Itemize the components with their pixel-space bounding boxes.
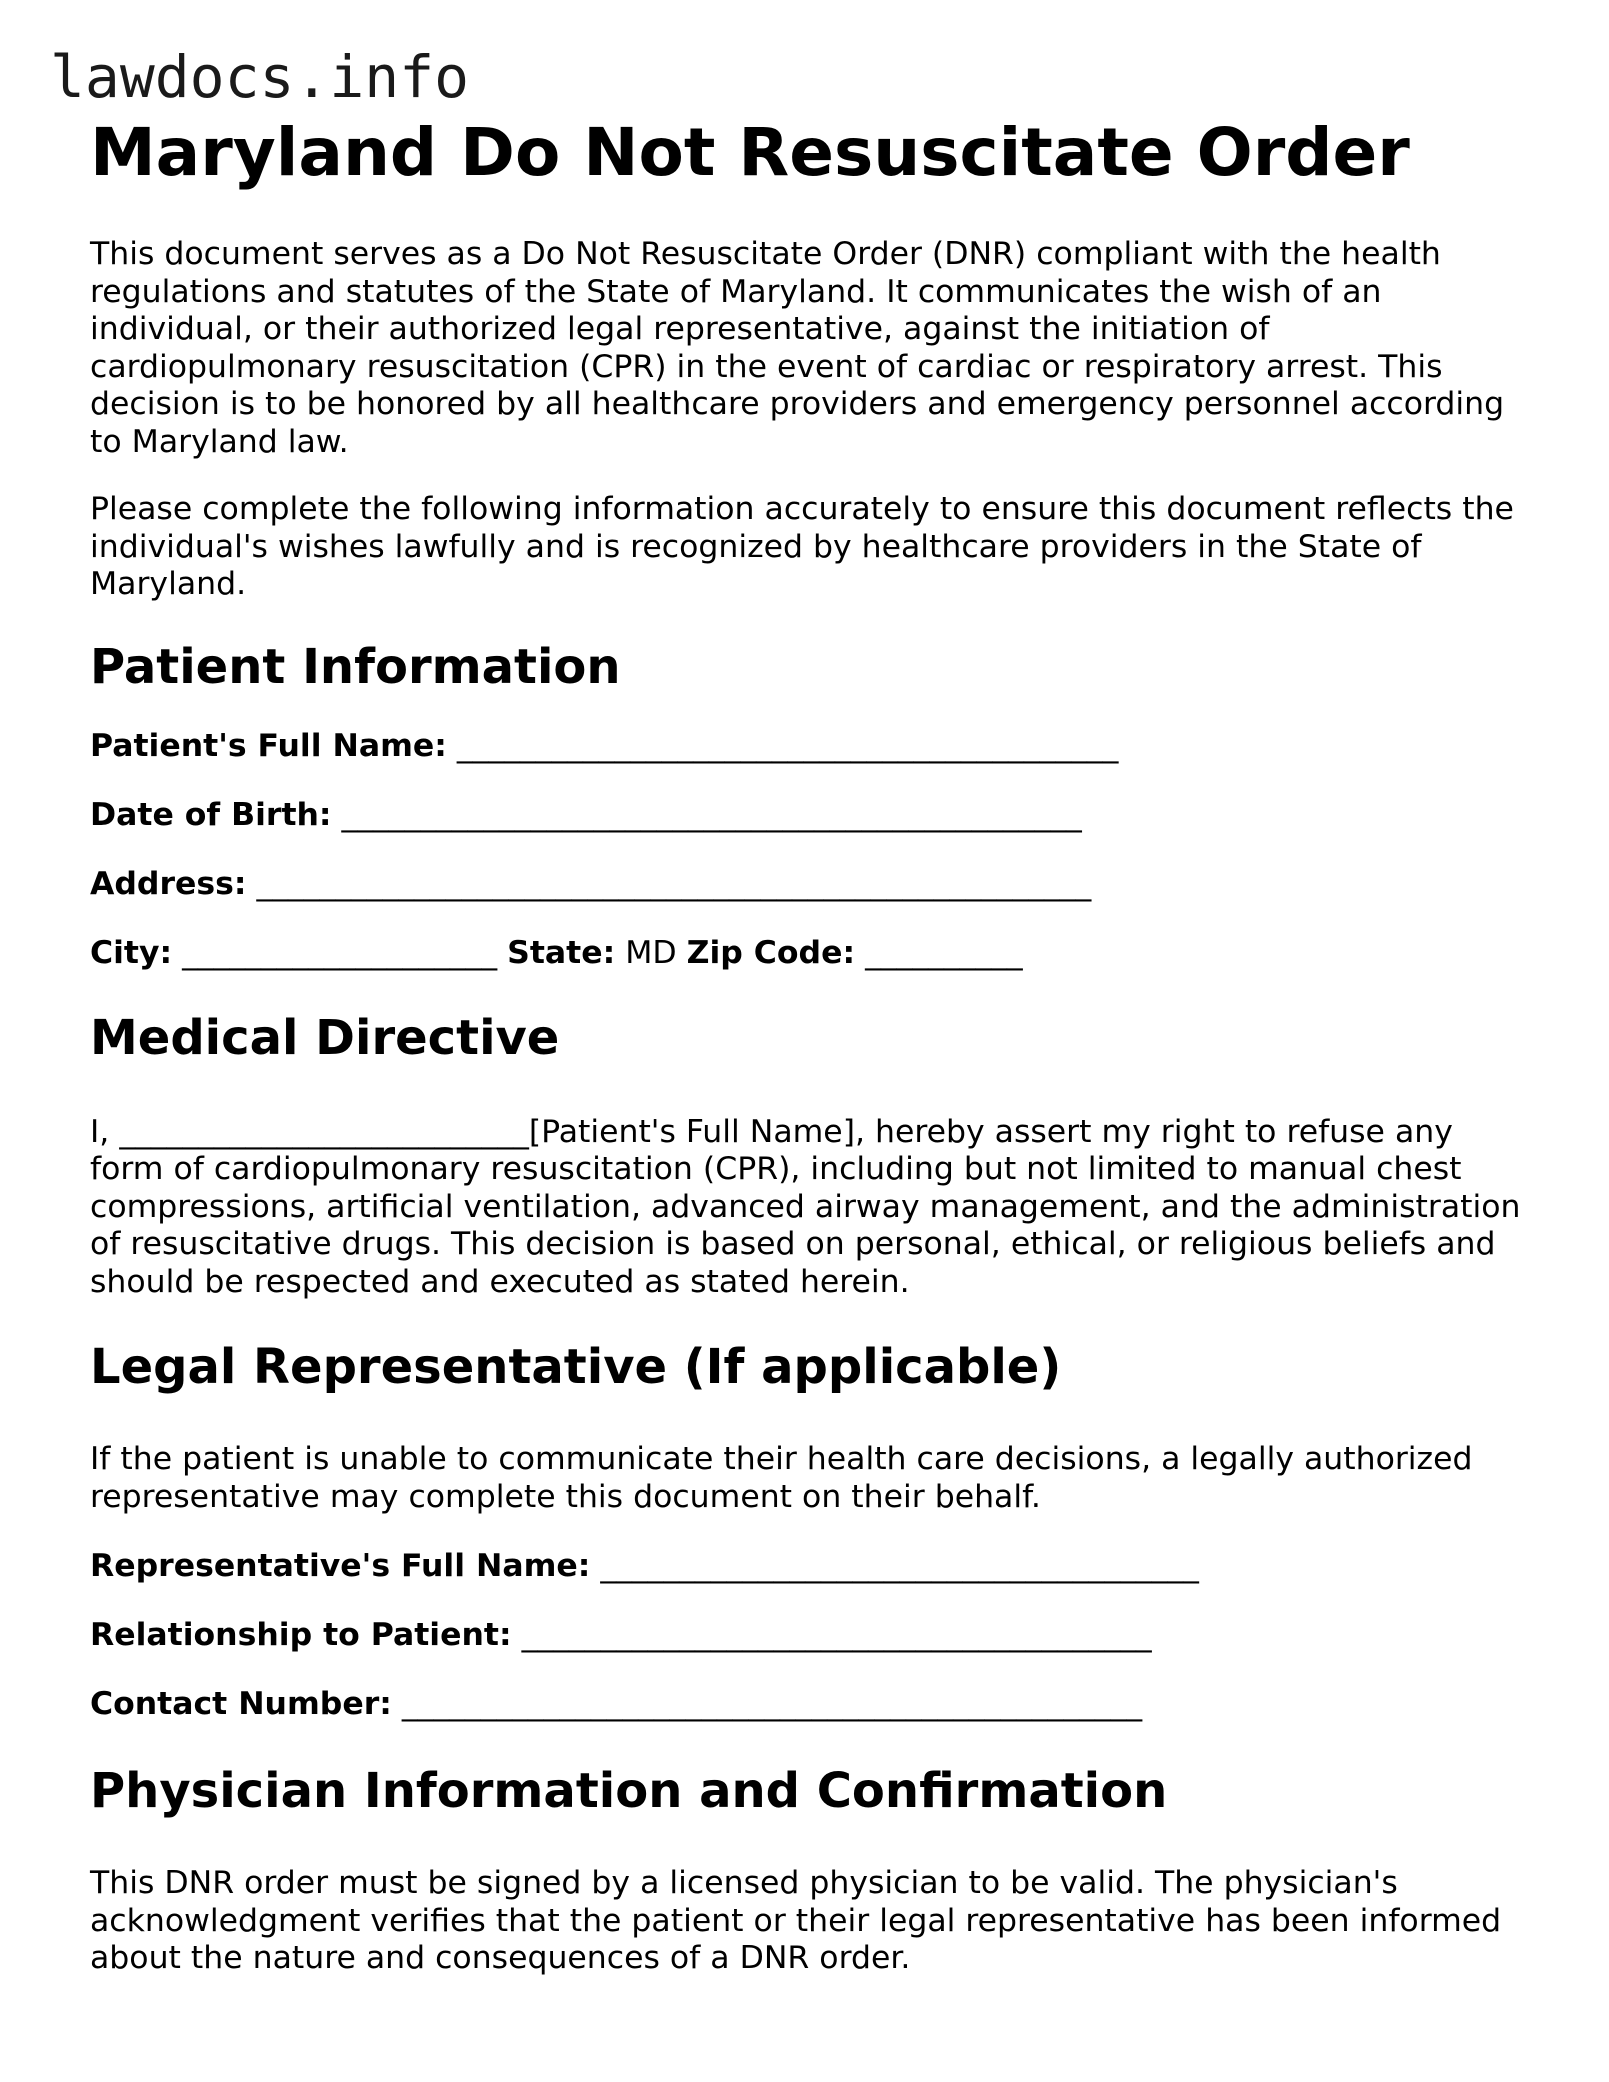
state-value: MD <box>625 934 677 971</box>
relationship-label: Relationship to Patient: <box>90 1617 512 1653</box>
zip-code-label: Zip Code: <box>686 934 856 971</box>
document-title: Maryland Do Not Resuscitate Order <box>90 114 1410 191</box>
city-label: City: <box>90 934 173 971</box>
representative-full-name-field <box>90 1548 1530 1585</box>
zip-code-blank[interactable]: __________ <box>865 934 1023 971</box>
representative-full-name-label: Representative's Full Name: <box>90 1548 591 1584</box>
medical-directive-paragraph <box>90 1114 1530 1302</box>
patient-full-name-blank[interactable]: __________________________________________ <box>456 727 1119 764</box>
legal-representative-paragraph: If the patient is unable to communicate their health care decisions, a legally authorized representative may complete this document on their behalf. <box>90 1441 1473 1515</box>
state-label: State: <box>507 934 616 971</box>
date-of-birth-label: Date of Birth: <box>90 796 332 833</box>
date-of-birth-blank[interactable]: _______________________________________________ <box>341 796 1082 833</box>
relationship-blank[interactable]: ________________________________________ <box>521 1617 1152 1653</box>
medical-directive-prefix: I, <box>90 1113 120 1150</box>
address-field <box>90 866 1530 903</box>
patient-information-heading: Patient Information <box>90 638 621 695</box>
address-label: Address: <box>90 865 247 902</box>
patient-full-name-field <box>90 728 1530 765</box>
representative-full-name-blank[interactable]: ______________________________________ <box>600 1548 1199 1584</box>
medical-directive-text: [Patient's Full Name], hereby assert my right to refuse any form of cardiopulmonary resuscitation (CPR), including but not limited to manual chest compressions, artificial ventilation, advanced airway management, and the administration of resuscitative drugs. This decision is based on personal, ethical, or religious beliefs and should be respected and executed as stated herein. <box>90 1113 1521 1300</box>
intro-paragraph-1: This document serves as a Do Not Resuscitate Order (DNR) compliant with the health regulations and statutes of the State of Maryland. It communicates the wish of an individual, or their authorized legal representative, against the initiation of cardiopulmonary resuscitation (CPR) in the event of cardiac or respiratory arrest. This decision is to be honored by all healthcare providers and emergency personnel according to Maryland law. <box>90 236 1505 460</box>
address-blank[interactable]: _____________________________________________________ <box>256 865 1092 902</box>
city-state-zip-field <box>90 935 1530 972</box>
patient-full-name-label: Patient's Full Name: <box>90 727 447 764</box>
relationship-field <box>90 1617 1530 1654</box>
intro-paragraph-2: Please complete the following information accurately to ensure this document reflects the individual's wishes lawfully and is recognized by healthcare providers in the State of Maryland. <box>90 491 1514 602</box>
contact-number-label: Contact Number: <box>90 1686 392 1722</box>
physician-heading: Physician Information and Confirmation <box>90 1763 1168 1819</box>
medical-directive-heading: Medical Directive <box>90 1009 560 1066</box>
document-body <box>90 108 1530 1978</box>
watermark-logo: lawdocs.info <box>50 43 470 111</box>
contact-number-field <box>90 1686 1530 1723</box>
date-of-birth-field <box>90 797 1530 834</box>
contact-number-blank[interactable]: _______________________________________________ <box>401 1686 1143 1722</box>
medical-directive-name-blank[interactable]: __________________________ <box>119 1113 529 1150</box>
city-blank[interactable]: ____________________ <box>182 934 498 971</box>
physician-paragraph: This DNR order must be signed by a licensed physician to be valid. The physician's acknowledgment verifies that the patient or their legal representative has been informed about the nature and consequences of a DNR order. <box>90 1865 1502 1976</box>
legal-representative-heading: Legal Representative (If applicable) <box>90 1339 1062 1395</box>
